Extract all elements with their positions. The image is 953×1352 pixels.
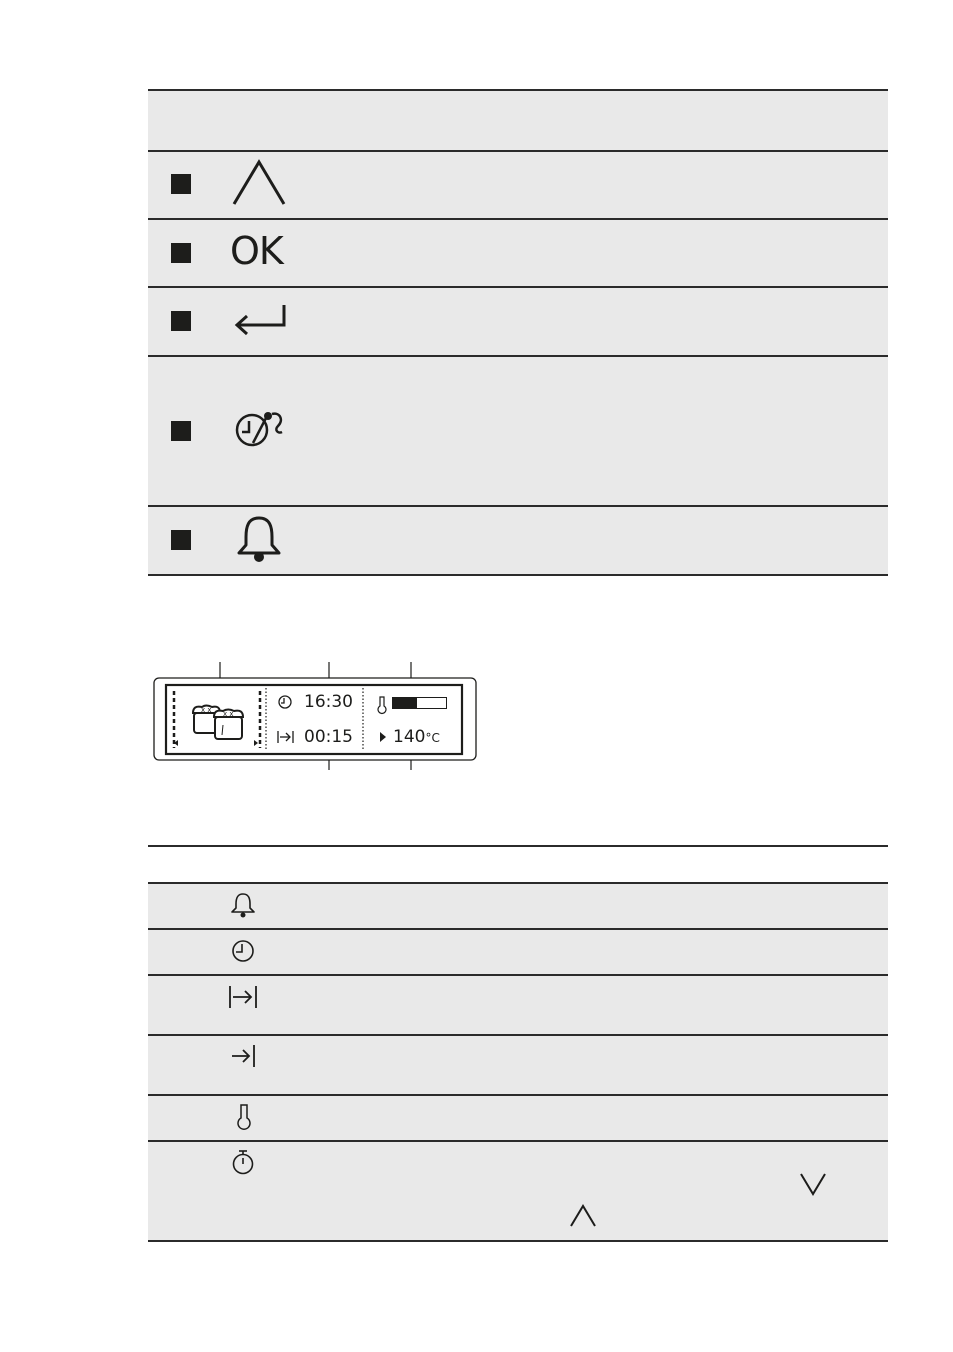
thermometer-icon (235, 1103, 253, 1129)
callout-marker (171, 311, 191, 331)
table-row (148, 884, 888, 928)
callout-marker (171, 243, 191, 263)
thermometer-icon (376, 695, 388, 713)
back-arrow-icon (232, 303, 290, 337)
heat-up-bar-fill (393, 698, 417, 708)
bell-icon (236, 515, 284, 563)
clock-icon (231, 939, 257, 965)
divider (148, 574, 888, 576)
up-arrow-icon (569, 1203, 599, 1229)
temperature-unit: °C (425, 731, 440, 745)
clock-food-sensor-icon (234, 410, 290, 450)
temperature-number: 140 (393, 727, 426, 747)
divider (148, 89, 888, 91)
svg-text:x x: x x (201, 706, 212, 714)
divider (148, 1240, 888, 1242)
bell-icon (231, 892, 255, 918)
duration-value: 00:15 (304, 727, 353, 747)
table-row (148, 1036, 888, 1094)
stopwatch-icon (231, 1149, 257, 1177)
callout-marker (171, 174, 191, 194)
duration-icon (276, 729, 296, 745)
svg-text:x x: x x (223, 710, 234, 718)
clock-icon (277, 694, 293, 710)
controls-table-header (148, 90, 888, 150)
ok-icon: OK (230, 229, 283, 273)
temperature-value (393, 727, 440, 748)
table-row (148, 1142, 888, 1240)
play-icon (379, 731, 387, 743)
duration-icon (227, 984, 261, 1010)
table-row (148, 930, 888, 974)
heat-up-bar (392, 697, 447, 709)
end-icon (229, 1043, 259, 1069)
time-of-day: 16:30 (304, 692, 353, 712)
callout-marker (171, 421, 191, 441)
callout-marker (171, 530, 191, 550)
down-arrow-icon (799, 1171, 829, 1197)
table-row (148, 1096, 888, 1140)
cake-icon (188, 703, 250, 743)
up-arrow-icon (230, 158, 290, 208)
divider (148, 845, 888, 847)
